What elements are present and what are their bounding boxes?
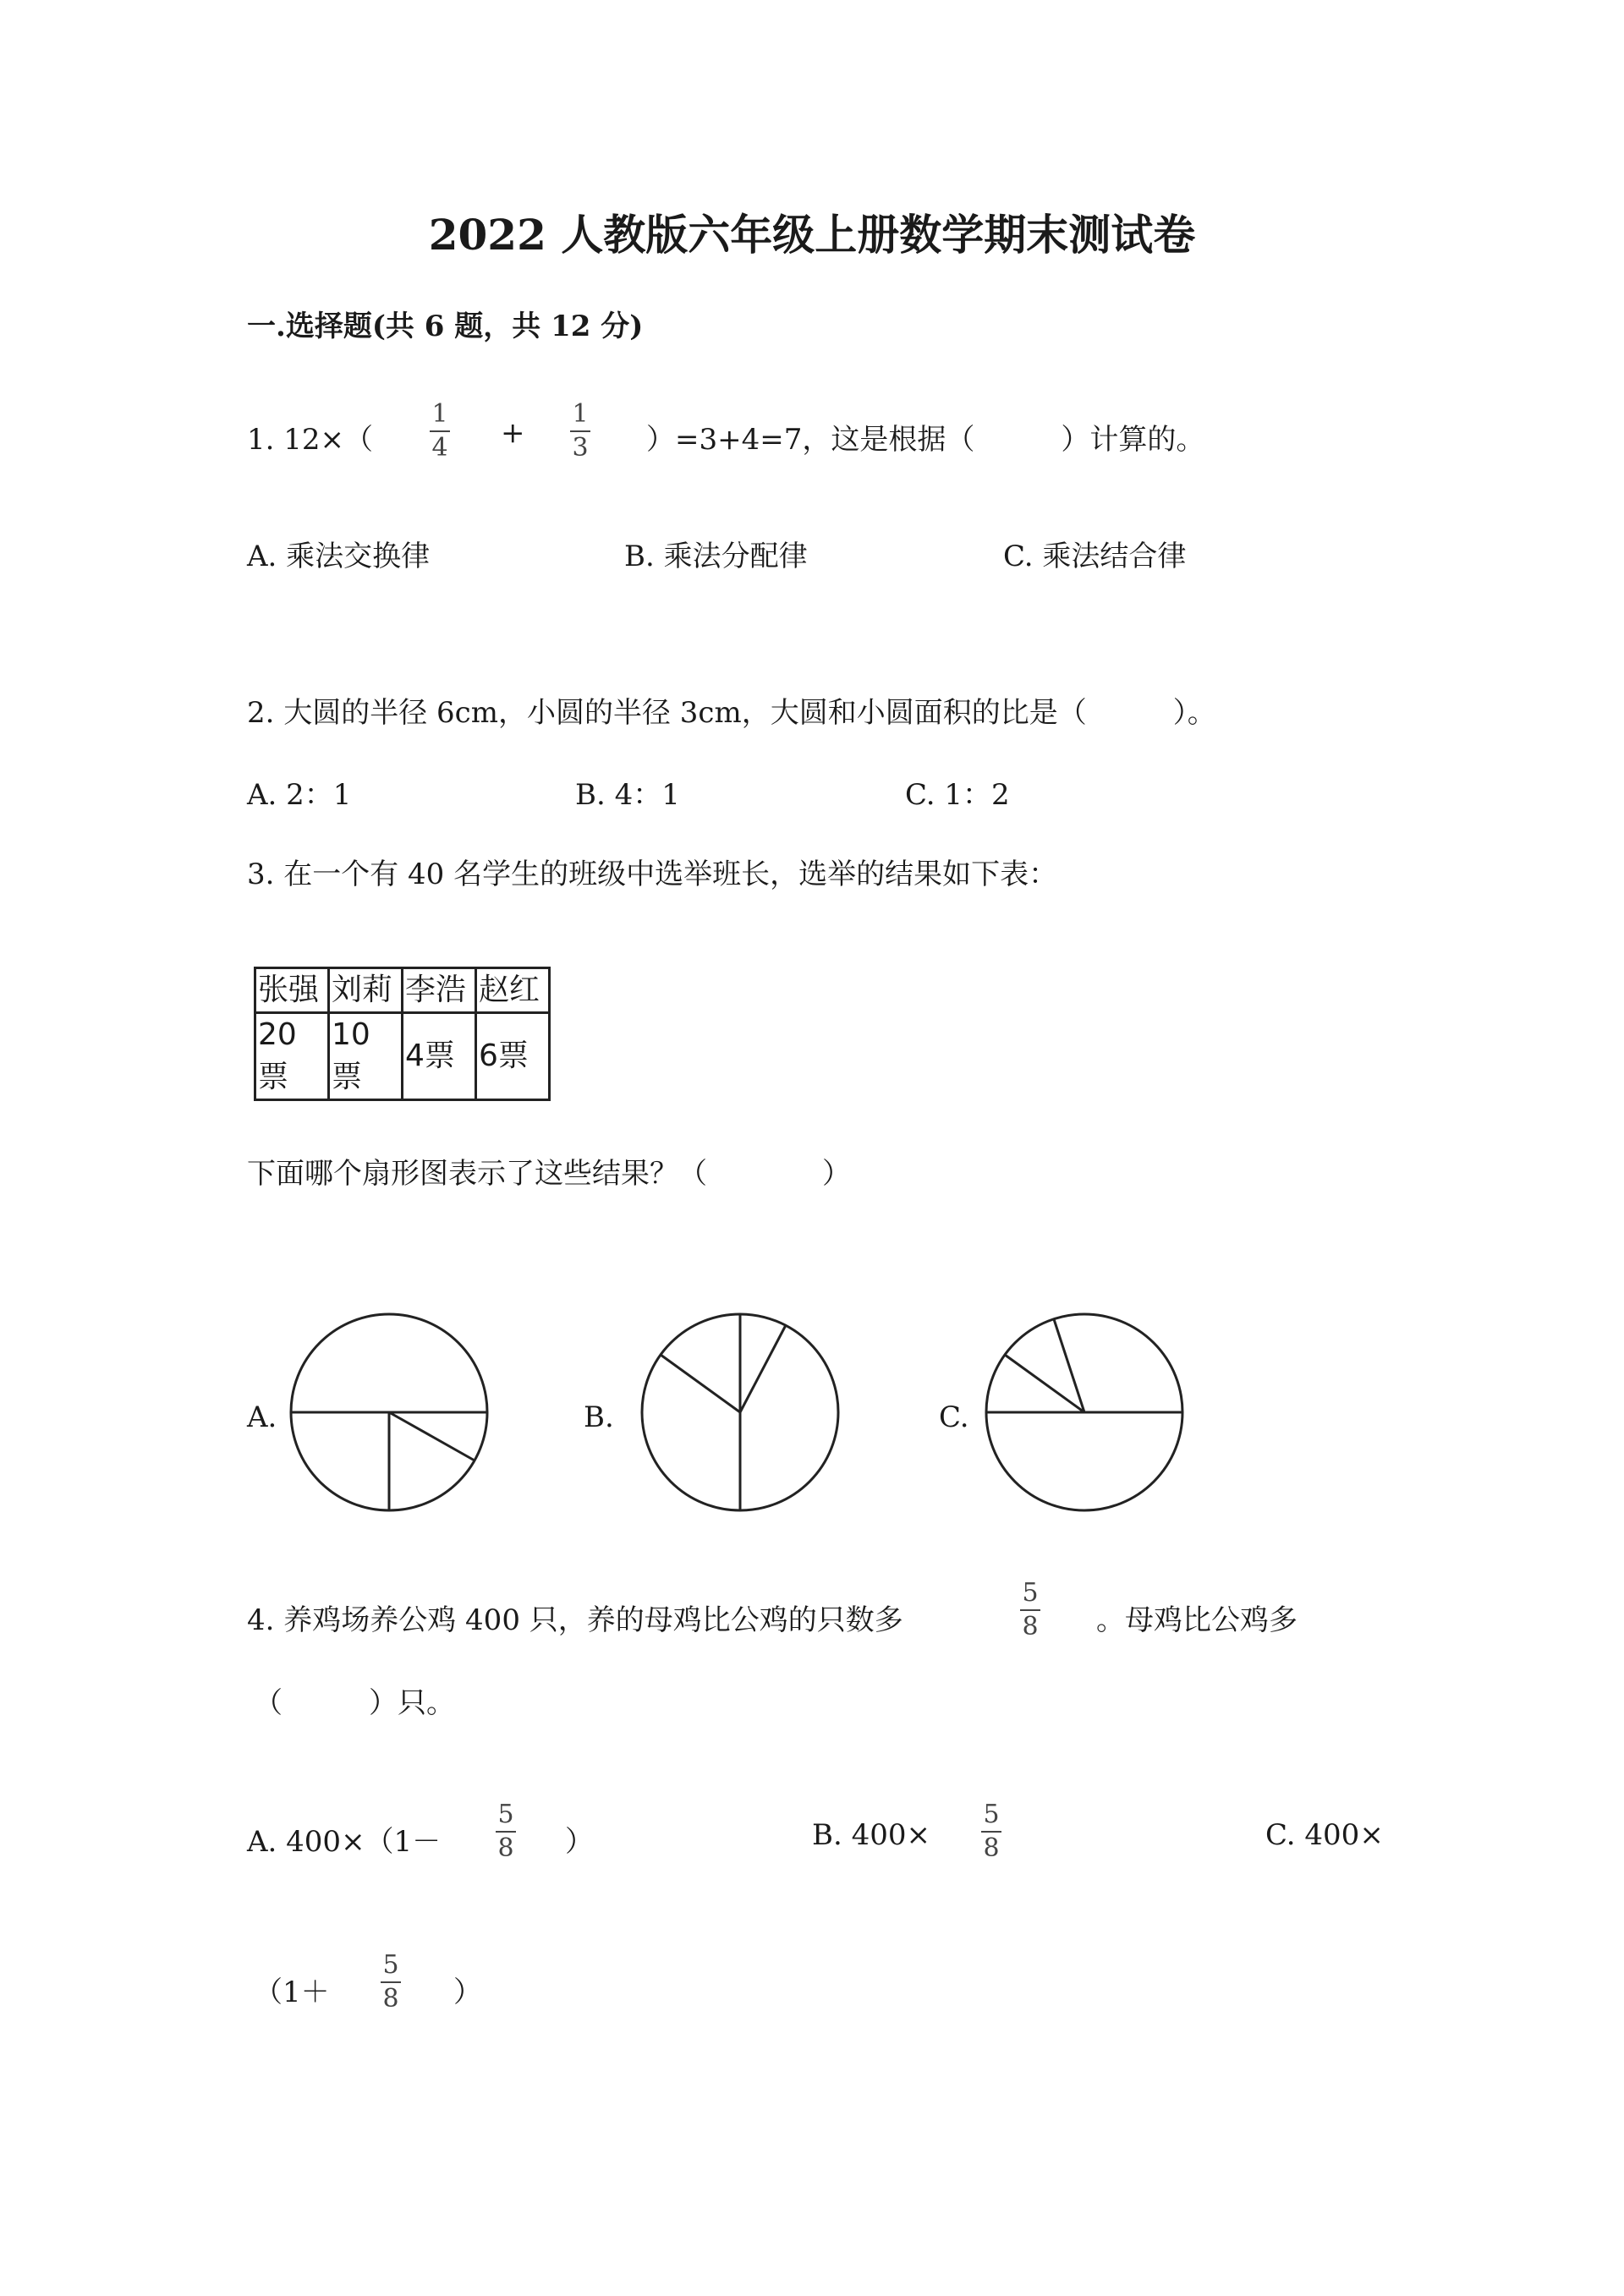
fraction-bar xyxy=(570,430,590,432)
q2-stem: 2. 大圆的半径 6cm，小圆的半径 3cm，大圆和小圆面积的比是（ ）。 xyxy=(247,696,1216,730)
pie-chart-options xyxy=(237,1298,1218,1526)
vote-table xyxy=(254,967,551,1101)
pie-option-a-label: A. xyxy=(247,1400,277,1434)
pie-b-divider xyxy=(661,1355,740,1412)
pie-c-divider xyxy=(1054,1319,1084,1412)
pie-chart-c xyxy=(986,1314,1182,1510)
q4-fraction xyxy=(1020,1580,1040,1641)
pie-option-c-label: C. xyxy=(939,1400,969,1434)
q4-option-b-text: B. 400× xyxy=(812,1818,930,1852)
fraction-bar xyxy=(381,1981,401,1983)
pie-chart-a xyxy=(291,1314,487,1510)
q3-prompt: 下面哪个扇形图表示了这些结果？（ ） xyxy=(247,1157,851,1191)
q4-option-b-fraction xyxy=(981,1801,1001,1862)
table-row xyxy=(255,968,550,1013)
q1-plus: + xyxy=(501,416,525,450)
q4-stem-mid: 。母鸡比公鸡多 xyxy=(1096,1603,1298,1637)
q1-fraction-1-numerator: 1 xyxy=(431,399,448,429)
pie-c-divider xyxy=(1005,1355,1084,1412)
q1-fraction-1-denominator: 4 xyxy=(431,433,448,463)
q4-fraction-denominator: 8 xyxy=(1022,1612,1039,1641)
q3-stem: 3. 在一个有 40 名学生的班级中选举班长，选举的结果如下表： xyxy=(247,858,1058,891)
pie-a-divider xyxy=(389,1412,475,1460)
q1-fraction-2-denominator: 3 xyxy=(572,433,589,463)
q4-fraction-numerator: 5 xyxy=(1022,1578,1039,1608)
pie-chart-b xyxy=(642,1314,838,1510)
q4-stem-end: （ ）只。 xyxy=(254,1686,455,1720)
pie-option-b-label: B. xyxy=(584,1400,614,1434)
q4-option-c-numerator: 5 xyxy=(382,1950,399,1980)
q4-option-c-fraction xyxy=(381,1952,401,2013)
q4-option-a-numerator: 5 xyxy=(497,1800,514,1829)
table-cell-name: 李浩 xyxy=(403,968,476,1013)
section-heading: 一.选择题(共 6 题，共 12 分) xyxy=(247,310,644,343)
fraction-bar xyxy=(1020,1609,1040,1611)
q4-option-a-denominator: 8 xyxy=(497,1833,514,1863)
pie-b-divider xyxy=(740,1325,786,1412)
table-cell-name: 刘莉 xyxy=(329,968,403,1013)
q2-option-b: B. 4：1 xyxy=(575,778,680,812)
table-cell-votes: 4票 xyxy=(403,1013,476,1100)
q1-stem-start: 1. 12×（ xyxy=(247,423,373,457)
table-row xyxy=(255,1013,550,1100)
q2-option-c: C. 1：2 xyxy=(905,778,1010,812)
q1-fraction-2-numerator: 1 xyxy=(572,399,589,429)
q4-option-a-text: A. 400×（1－ xyxy=(247,1825,442,1859)
q1-fraction-2 xyxy=(570,401,590,462)
q4-option-b-denominator: 8 xyxy=(983,1833,1000,1863)
q4-option-c-denominator: 8 xyxy=(382,1984,399,2014)
q4-stem-start: 4. 养鸡场养公鸡 400 只，养的母鸡比公鸡的只数多 xyxy=(247,1603,903,1637)
table-cell-name: 张强 xyxy=(255,968,329,1013)
q1-fraction-1 xyxy=(430,401,450,462)
q4-option-a-close: ） xyxy=(565,1825,594,1859)
fraction-bar xyxy=(981,1831,1001,1833)
fraction-bar xyxy=(496,1831,516,1833)
table-cell-votes: 20票 xyxy=(255,1013,329,1100)
q4-option-a-fraction xyxy=(496,1801,516,1862)
q1-stem-end: ）=3+4=7，这是根据（ ）计算的。 xyxy=(646,423,1205,457)
fraction-bar xyxy=(430,430,450,432)
q1-option-b: B. 乘法分配律 xyxy=(624,540,808,573)
q1-option-a: A. 乘法交换律 xyxy=(247,540,431,573)
table-cell-votes: 10票 xyxy=(329,1013,403,1100)
q1-option-c: C. 乘法结合律 xyxy=(1003,540,1187,573)
table-cell-name: 赵红 xyxy=(476,968,550,1013)
q4-option-b-numerator: 5 xyxy=(983,1800,1000,1829)
table-cell-votes: 6票 xyxy=(476,1013,550,1100)
q4-option-c-cont: （1＋ xyxy=(254,1975,330,2009)
q2-option-a: A. 2：1 xyxy=(247,778,352,812)
page-title: 2022 人教版六年级上册数学期末测试卷 xyxy=(428,210,1196,260)
q4-option-c-close: ） xyxy=(453,1975,482,2009)
q4-option-c-text: C. 400× xyxy=(1265,1818,1384,1852)
